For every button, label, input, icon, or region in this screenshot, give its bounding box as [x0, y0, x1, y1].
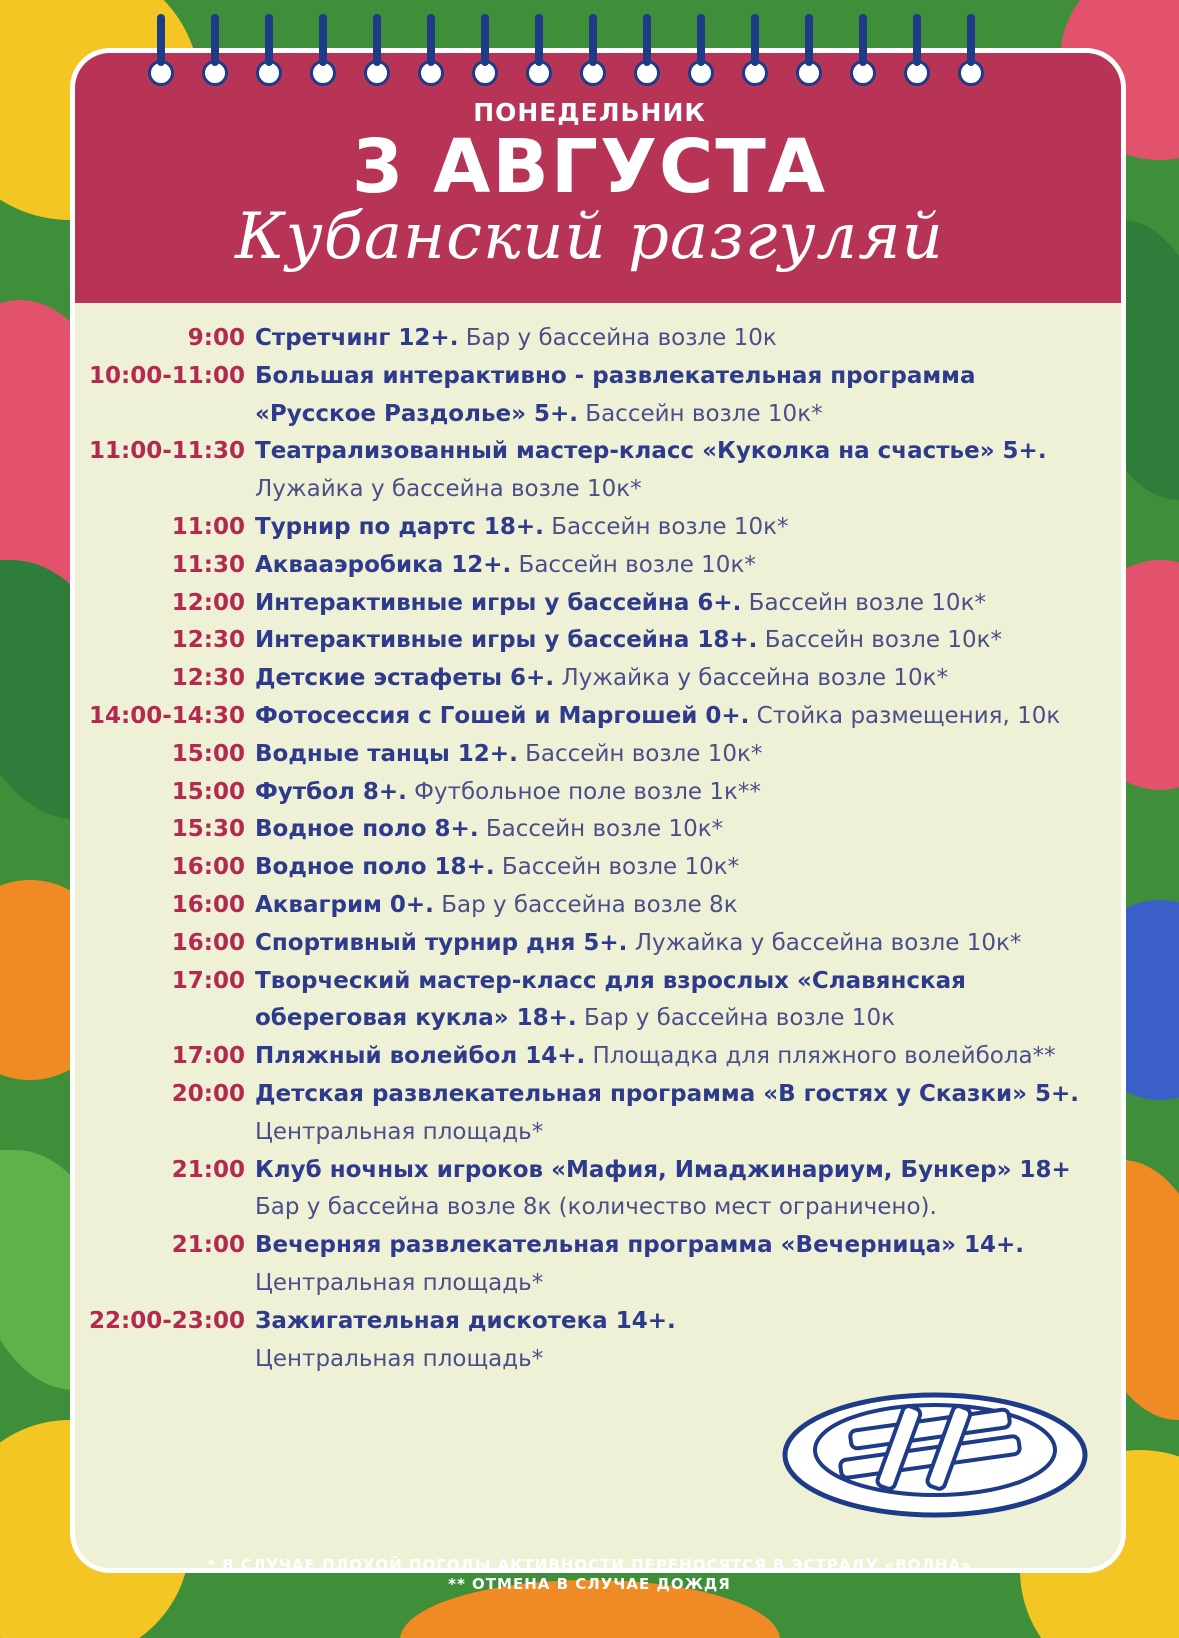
schedule-description	[255, 1114, 1075, 1152]
schedule-time: 14:00-14:30	[89, 702, 245, 729]
schedule-description	[255, 585, 1075, 623]
activity-location: Лужайка у бассейна возле 10к*	[561, 665, 949, 692]
activity-name: Стретчинг 12+.	[255, 325, 459, 351]
schedule-row	[0, 433, 1179, 471]
activity-name: Интерактивные игры у бассейна 6+.	[255, 589, 742, 616]
activity-name: обереговая кукла» 18+.	[255, 1005, 577, 1032]
schedule-description	[255, 320, 1075, 358]
schedule-time: 11:00-11:30	[89, 438, 245, 465]
schedule-list	[0, 320, 1179, 1378]
schedule-row	[0, 1000, 1179, 1038]
activity-name: Футбол 8+.	[255, 778, 407, 805]
activity-location: Центральная площадь*	[255, 1345, 544, 1372]
activity-name: Фотосессия с Гошей и Маргошей 0+.	[255, 702, 750, 729]
activity-location: Футбольное поле возле 1к**	[414, 778, 761, 805]
schedule-time: 9:00	[187, 325, 245, 351]
schedule-time: 12:30	[171, 665, 245, 692]
activity-location: Стойка размещения, 10к	[756, 702, 1061, 729]
schedule-time: 11:00	[171, 513, 245, 540]
activity-location: Площадка для пляжного волейбола**	[592, 1043, 1056, 1070]
schedule-description	[255, 1265, 1075, 1303]
schedule-row	[0, 1189, 1179, 1227]
date-heading: 3 АВГУСТА	[351, 124, 828, 210]
schedule-row	[0, 698, 1179, 736]
schedule-row	[0, 660, 1179, 698]
schedule-description	[255, 1303, 1075, 1341]
schedule-row	[0, 811, 1179, 849]
schedule-description	[255, 1076, 1079, 1114]
schedule-row	[0, 547, 1179, 585]
schedule-time: 11:30	[171, 551, 245, 578]
schedule-time: 21:00	[171, 1156, 245, 1183]
schedule-row	[0, 925, 1179, 963]
activity-location: Лужайка у бассейна возле 10к*	[255, 476, 642, 503]
schedule-row	[0, 585, 1179, 623]
footer-note-rain: ** ОТМЕНА В СЛУЧАЕ ДОЖДЯ	[448, 1575, 731, 1593]
schedule-row	[0, 358, 1179, 396]
footer-note-weather: * В СЛУЧАЕ ПЛОХОЙ ПОГОДЫ АКТИВНОСТИ ПЕРЕНОСЯТСЯ В ЭСТРАДУ «ВОЛНА»	[207, 1556, 972, 1574]
schedule-time: 17:00	[171, 967, 245, 994]
footer-notes	[0, 1556, 1179, 1594]
activity-name: Творческий мастер-класс для взрослых «Славянская	[255, 967, 966, 994]
weekday-label: ПОНЕДЕЛЬНИК	[473, 98, 706, 127]
schedule-row	[0, 1265, 1179, 1303]
schedule-row	[0, 622, 1179, 660]
activity-name: Клуб ночных игроков «Мафия, Имаджинариум, Бункер» 18+	[255, 1156, 1071, 1183]
schedule-time: 16:00	[171, 854, 245, 881]
schedule-time: 10:00-11:00	[89, 362, 245, 389]
schedule-description	[255, 1152, 1075, 1190]
schedule-row	[0, 509, 1179, 547]
schedule-description	[255, 774, 1075, 812]
schedule-row	[0, 396, 1179, 434]
activity-name: Интерактивные игры у бассейна 18+.	[255, 627, 758, 654]
schedule-description	[255, 433, 1075, 471]
schedule-row	[0, 1341, 1179, 1379]
schedule-row	[0, 1227, 1179, 1265]
schedule-description	[255, 1227, 1075, 1265]
schedule-description	[255, 396, 1075, 434]
schedule-description	[255, 1000, 1075, 1038]
schedule-description	[255, 925, 1075, 963]
schedule-time: 12:00	[171, 589, 245, 616]
activity-name: Пляжный волейбол 14+.	[255, 1043, 586, 1070]
schedule-description	[255, 1189, 1075, 1227]
schedule-description	[255, 547, 1075, 585]
schedule-row	[0, 471, 1179, 509]
schedule-time: 15:00	[171, 740, 245, 767]
activity-location: Центральная площадь*	[255, 1118, 544, 1145]
schedule-row	[0, 1303, 1179, 1341]
schedule-time: 16:00	[171, 891, 245, 918]
schedule-row	[0, 849, 1179, 887]
activity-name: «Русское Раздолье» 5+.	[255, 400, 578, 427]
schedule-time: 15:00	[171, 778, 245, 805]
schedule-time: 15:30	[171, 816, 245, 843]
activity-name: Большая интерактивно - развлекательная программа	[255, 362, 976, 389]
schedule-row	[0, 1152, 1179, 1190]
activity-location: Бассейн возле 10к*	[551, 513, 789, 540]
activity-location: Бассейн возле 10к*	[525, 740, 763, 767]
activity-name: Аквагрим 0+.	[255, 891, 434, 918]
activity-name: Детские эстафеты 6+.	[255, 665, 555, 692]
activity-location: Бар у бассейна возле 10к	[465, 325, 777, 351]
schedule-row	[0, 1114, 1179, 1152]
activity-location: Центральная площадь*	[255, 1269, 544, 1296]
schedule-time: 22:00-23:00	[89, 1307, 245, 1334]
schedule-description	[255, 622, 1075, 660]
activity-name: Водное поло 18+.	[255, 854, 495, 881]
schedule-row	[0, 736, 1179, 774]
schedule-row	[0, 963, 1179, 1001]
activity-name: Детская развлекательная программа «В гостях у Сказки» 5+.	[255, 1080, 1079, 1107]
schedule-row	[0, 1038, 1179, 1076]
schedule-description	[255, 849, 1075, 887]
activity-location: Бассейн возле 10к*	[485, 816, 724, 843]
schedule-time: 21:00	[171, 1232, 245, 1259]
activity-location: Лужайка у бассейна возле 10к*	[634, 929, 1022, 956]
schedule-row	[0, 320, 1179, 358]
schedule-description	[255, 736, 1075, 774]
activity-location: Бассейн возле 10к*	[585, 400, 823, 427]
activity-location: Бар у бассейна возле 8к	[441, 891, 738, 918]
schedule-description	[255, 1038, 1075, 1076]
schedule-description	[255, 811, 1075, 849]
activity-name: Водное поло 8+.	[255, 816, 479, 843]
activity-name: Вечерняя развлекательная программа «Вечерница» 14+.	[255, 1232, 1024, 1259]
schedule-description	[255, 660, 1075, 698]
schedule-time: 12:30	[171, 627, 245, 654]
schedule-description	[255, 509, 1075, 547]
activity-location: Бар у бассейна возле 8к (количество мест ограничено).	[255, 1194, 937, 1221]
schedule-description	[255, 471, 1075, 509]
activity-location: Бассейн возле 10к*	[501, 854, 740, 881]
schedule-row	[0, 1076, 1179, 1114]
schedule-description	[255, 887, 1075, 925]
activity-location: Бар у бассейна возле 10к	[583, 1005, 895, 1032]
schedule-description	[255, 963, 1075, 1001]
activity-name: Водные танцы 12+.	[255, 740, 518, 767]
event-title: Кубанский разгуляй	[235, 200, 944, 274]
activity-name: Турнир по дартс 18+.	[255, 513, 544, 540]
schedule-time: 17:00	[171, 1043, 245, 1070]
activity-name: Аквааэробика 12+.	[255, 551, 512, 578]
activity-name: Театрализованный мастер-класс «Куколка на счастье» 5+.	[255, 438, 1047, 465]
activity-name: Спортивный турнир дня 5+.	[255, 929, 628, 956]
activity-location: Бассейн возле 10к*	[764, 627, 1002, 654]
schedule-time: 20:00	[171, 1080, 245, 1107]
schedule-description	[255, 698, 1075, 736]
schedule-row	[0, 887, 1179, 925]
schedule-description	[255, 1341, 1075, 1379]
activity-location: Бассейн возле 10к*	[518, 551, 756, 578]
schedule-description	[255, 358, 1075, 396]
schedule-time: 16:00	[171, 929, 245, 956]
activity-name: Зажигательная дискотека 14+.	[255, 1307, 676, 1334]
activity-location: Бассейн возле 10к*	[748, 589, 986, 616]
pie-illustration-icon	[780, 1380, 1090, 1520]
schedule-row	[0, 774, 1179, 812]
